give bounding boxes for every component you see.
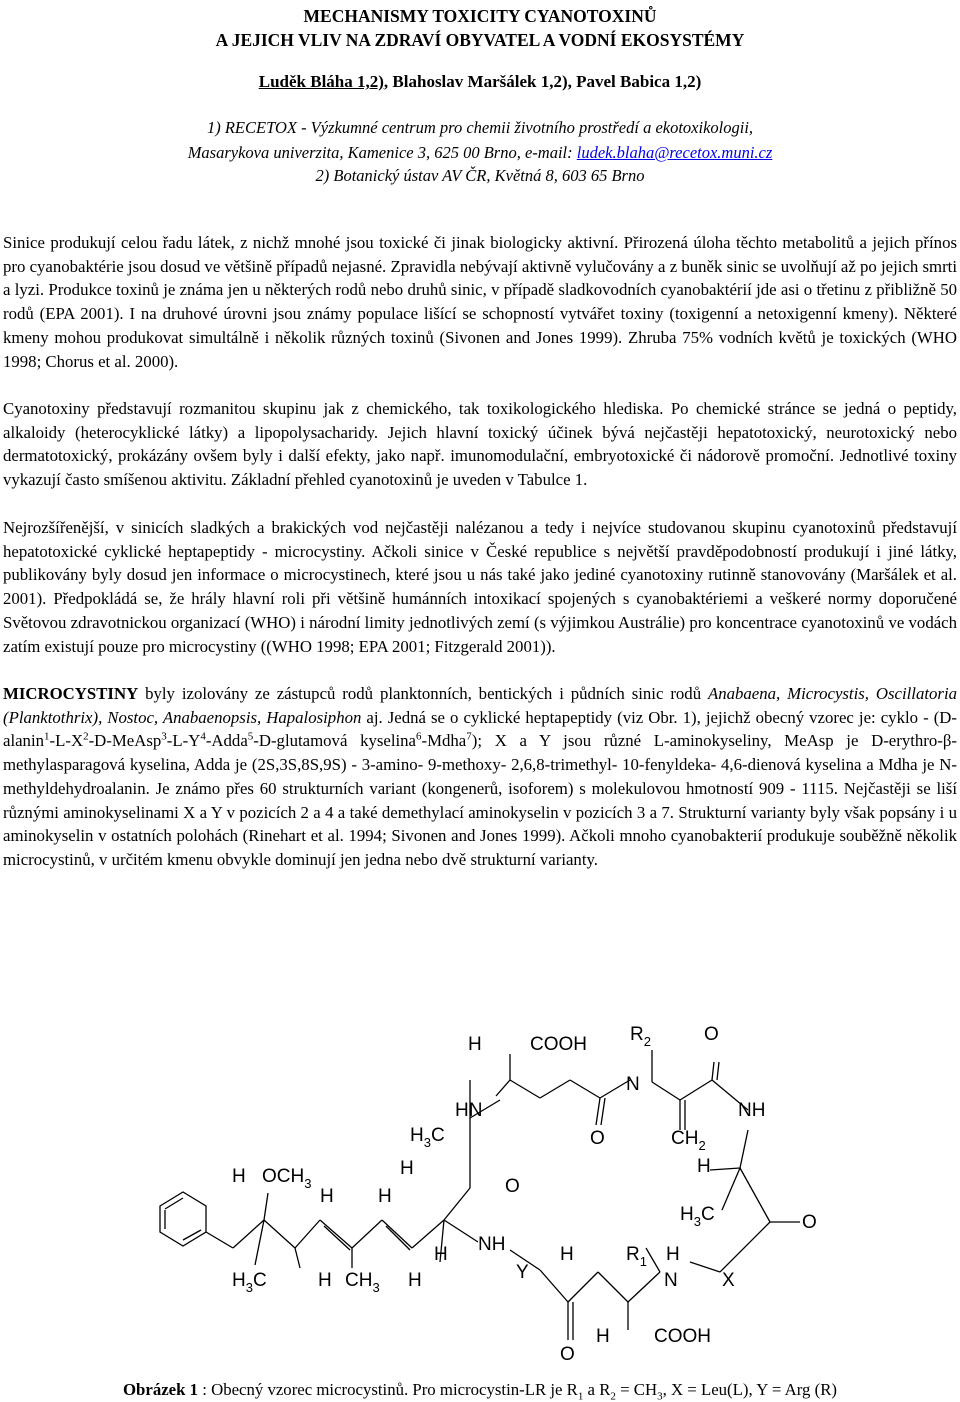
sup-7: 7 (466, 730, 472, 743)
figure-caption (0, 1380, 960, 1400)
atom-h-b: H (400, 1158, 414, 1179)
atom-o-mid2: O (505, 1176, 520, 1197)
atom-hn-left: HN (455, 1100, 483, 1121)
atom-h-d: H (378, 1186, 392, 1207)
author-rest: , Blahoslav Maršálek 1,2), Pavel Babica 1,2) (383, 72, 702, 91)
atom-h3c-left-h: H (410, 1125, 424, 1146)
affiliation-1: 1) RECETOX - Výzkumné centrum pro chemii životního prostředí a ekotoxikologii, (206, 118, 754, 137)
author-first: Luděk Bláha 1,2) (258, 72, 384, 91)
affiliation-1-address (0, 143, 960, 163)
atom-h3c-right (680, 1204, 715, 1229)
caption-text-d: , X = Leu(L), Y = Arg (R) (662, 1380, 838, 1399)
atom-nh-right: NH (738, 1100, 766, 1121)
atom-h-i: H (560, 1244, 574, 1265)
atom-och3-sub: 3 (304, 1176, 312, 1191)
caption-text-c: = CH (615, 1380, 658, 1399)
atom-o-mid1: O (590, 1128, 605, 1149)
sup-2: 2 (83, 730, 89, 743)
paragraph-2: Cyanotoxiny představují rozmanitou skupinu jak z chemického, tak toxikologického hlediska. Po chemické stránce se jedná o peptidy, alkaloidy (heterocyklické látky) a lipopolysacharidy. Jejich hlavní toxický účinek bývá nejčastěji hepatotoxický, neurotoxický nebo dermatotoxický, prokázány ovšem byly i další efekty, jako např. imunomodulační, embryotoxické či nádorově promoční. Jednotlivé toxiny vykazují často smíšenou aktivitu. Základní přehled cyanotoxinů je uveden v Tabulce 1. (3, 399, 957, 490)
atom-h3c-left-c: C (430, 1125, 445, 1146)
atom-h-h: H (408, 1270, 422, 1291)
atom-h-e: H (697, 1156, 711, 1177)
affiliation-2: 2) Botanický ústav AV ČR, Květná 8, 603 65 Brno (315, 166, 645, 185)
atom-och3-och: OCH (262, 1166, 305, 1187)
atom-h-bottom: H (596, 1326, 610, 1347)
atom-o-right: O (802, 1212, 817, 1233)
microcystin-structure-diagram (0, 1010, 960, 1375)
atom-r2-letter: R (630, 1024, 644, 1045)
atom-n-bottom: N (664, 1270, 678, 1291)
atom-ch2 (671, 1128, 706, 1153)
p4-text-c: -L-X (49, 731, 84, 751)
atom-h3c-left-sub: 3 (423, 1135, 431, 1150)
atom-h3c-right-h: H (680, 1204, 694, 1225)
p4-text-f: -Adda (205, 731, 248, 751)
atom-y: Y (516, 1262, 529, 1283)
atom-n-mdha: N (626, 1074, 640, 1095)
atom-ch3-b (345, 1270, 380, 1295)
atom-h-a: H (232, 1166, 246, 1187)
sup-1: 1 (44, 730, 50, 743)
atom-ch2-sub: 2 (698, 1138, 706, 1153)
paragraph-3: Nejrozšířenější, v sinicích sladkých a brakických vod nejčastěji nalézanou a tedy i nejvíce studovanou skupinu cyanotoxinů představují hepatotoxické cyklické heptapeptidy - microcystiny. Ačkoli sinice v České republice s největší pravděpodobností produkují i jiné látky, publikovány byly dosud jen informace o microcystinech, které jsou u nás také jako jediné cyanotoxiny rutinně stanovovány (Maršálek et al. 2001). Předpokládá se, že hrály hlavní roli při většině humánních intoxikací spojených s cyanobaktériemi a veškeré normy doporučené Světovou zdravotnickou organizací (WHO) i národní limity jednotlivých zemí (s výjimkou Austrálie) pro koncentrace cyanotoxinů ve vodách zatím existují pouze pro microcystiny ((WHO 1998; EPA 2001; Fitzgerald 2001)). (3, 518, 957, 656)
caption-text-a: : Obecný vzorec microcystinů. Pro microcystin-LR je R (198, 1380, 578, 1399)
atom-o-bottom: O (560, 1344, 575, 1365)
paper-title-line1: MECHANISMY TOXICITY CYANOTOXINŮ (303, 6, 657, 26)
phenyl-ring (160, 1192, 206, 1246)
atom-o-top: O (704, 1024, 719, 1045)
atom-och3 (262, 1166, 311, 1191)
p4-text-e: -L-Y (166, 731, 201, 751)
p4-text-i: ); X a Y jsou různé L-aminokyseliny, MeAsp je D-erythro-β-methylasparagová kyselina, Adda je (2S,3S,8S,9S) - 3-amino- 9-methoxy- 2,6,8-trimethyl- 10-fenyldeka- 4,6-dienová kyselina a Mdha je N-methyldehydroalanin. Je známo přes 60 strukturních variant (kongenerů, isoforem) s molekulovou hmotností 909 - 1115. Nejčastěji se liší různými aminokyselinami X a Y v pozicích 2 a 4 a také demethylací aminokyselin v pozicích 3 a 7. Strukturní varianty byly však popsány i u aminokyselin v ostatních polohách (Rinehart et al. 1994; Sivonen and Jones 1999). Ačkoli mnoho cyanobakterií produkuje souběžně několik microcystinů, v určitém kmenu obvykle dominují jen jedna nebo dvě strukturní varianty. (3, 731, 957, 869)
atom-h-j: H (666, 1244, 680, 1265)
caption-text-b: a R (583, 1380, 611, 1399)
atom-r2-sub: 2 (643, 1034, 651, 1049)
caption-sub-2: 2 (610, 1390, 616, 1402)
p4-text-g: -D-glutamová kyselina (253, 731, 417, 751)
atom-h-f: H (434, 1244, 448, 1265)
caption-sub-3: 3 (657, 1390, 663, 1402)
atom-h3c-bl-sub: 3 (245, 1280, 253, 1295)
atom-h-c: H (320, 1186, 334, 1207)
structure-bonds (160, 1050, 800, 1340)
atom-h3c-bl-h: H (232, 1270, 246, 1291)
atom-ch3-b-ch: CH (345, 1270, 373, 1291)
atom-x: X (722, 1270, 735, 1291)
atom-r1 (626, 1244, 647, 1269)
author-list (0, 72, 960, 92)
atom-h3c-bottom-left (232, 1270, 267, 1295)
atom-h3c-right-sub: 3 (693, 1214, 701, 1229)
atom-h3c-right-c: C (700, 1204, 715, 1225)
affiliation-address-text: Masarykova univerzita, Kamenice 3, 625 00 Brno, e-mail: (187, 143, 577, 162)
genera-list: Anabaena, Microcystis, Oscillatoria (Planktothrix), Nostoc, Anabaenopsis, Hapalosiphon (3, 684, 957, 727)
sup-4: 4 (200, 730, 206, 743)
paragraph-1: Sinice produkují celou řadu látek, z nichž mnohé jsou toxické či jinak biologicky aktivní. Přirozená úloha těchto metabolitů a jejich přínos pro cyanobaktérie jsou dosud ve většině případů nejasné. Zpravidla nebývají aktivně vylučovány a z buněk sinic se uvolňují až po jejich smrti a lyzi. Produkce toxinů je známa jen u některých rodů nebo druhů sinic, v případě sladkovodních cyanobaktérií jde asi o třetinu z přibližně 50 rodů (EPA 2001). I na druhové úrovni jsou známy populace lišící se schopností vytvářet toxiny (toxigenní a netoxigenní kmeny). Některé kmeny mohou produkovat simultálně i několik různých toxinů (Sivonen and Jones 1999). Zhruba 75% vodních květů je toxických (WHO 1998; Chorus et al. 2000). (3, 233, 957, 371)
email-link[interactable]: ludek.blaha@recetox.muni.cz (576, 143, 773, 162)
atom-r1-letter: R (626, 1244, 640, 1265)
microcystiny-heading: MICROCYSTINY (3, 684, 139, 703)
paragraph-4 (3, 682, 957, 872)
atom-r2 (630, 1024, 651, 1049)
atom-ch3-b-sub: 3 (372, 1280, 380, 1295)
atom-h-g: H (318, 1270, 332, 1291)
atom-h3c-bl-c: C (252, 1270, 267, 1291)
atom-h3c-left (410, 1125, 445, 1150)
atom-cooh-top: COOH (530, 1034, 587, 1055)
sup-3: 3 (161, 730, 167, 743)
atom-r1-sub: 1 (639, 1254, 647, 1269)
atom-nh-mid: NH (478, 1234, 506, 1255)
p4-text-h: -Mdha (421, 731, 467, 751)
paper-title-line2: A JEJICH VLIV NA ZDRAVÍ OBYVATEL A VODNÍ EKOSYSTÉMY (215, 30, 745, 50)
p4-text-d: -D-MeAsp (88, 731, 162, 751)
atom-cooh-bottom: COOH (654, 1326, 711, 1347)
sup-6: 6 (416, 730, 422, 743)
caption-label: Obrázek 1 (122, 1380, 199, 1399)
atom-ch2-ch: CH (671, 1128, 699, 1149)
caption-sub-1: 1 (577, 1390, 584, 1402)
atom-h-top: H (468, 1034, 482, 1055)
sup-5: 5 (247, 730, 254, 743)
p4-text-a: byly izolovány ze zástupců rodů planktonních, bentických i půdních sinic rodů (138, 684, 708, 703)
p4-text-b: aj. Jedná se o cyklické heptapeptidy (viz Obr. 1), jejichž obecný vzorec je: cyklo - (D-alanin (3, 707, 957, 751)
